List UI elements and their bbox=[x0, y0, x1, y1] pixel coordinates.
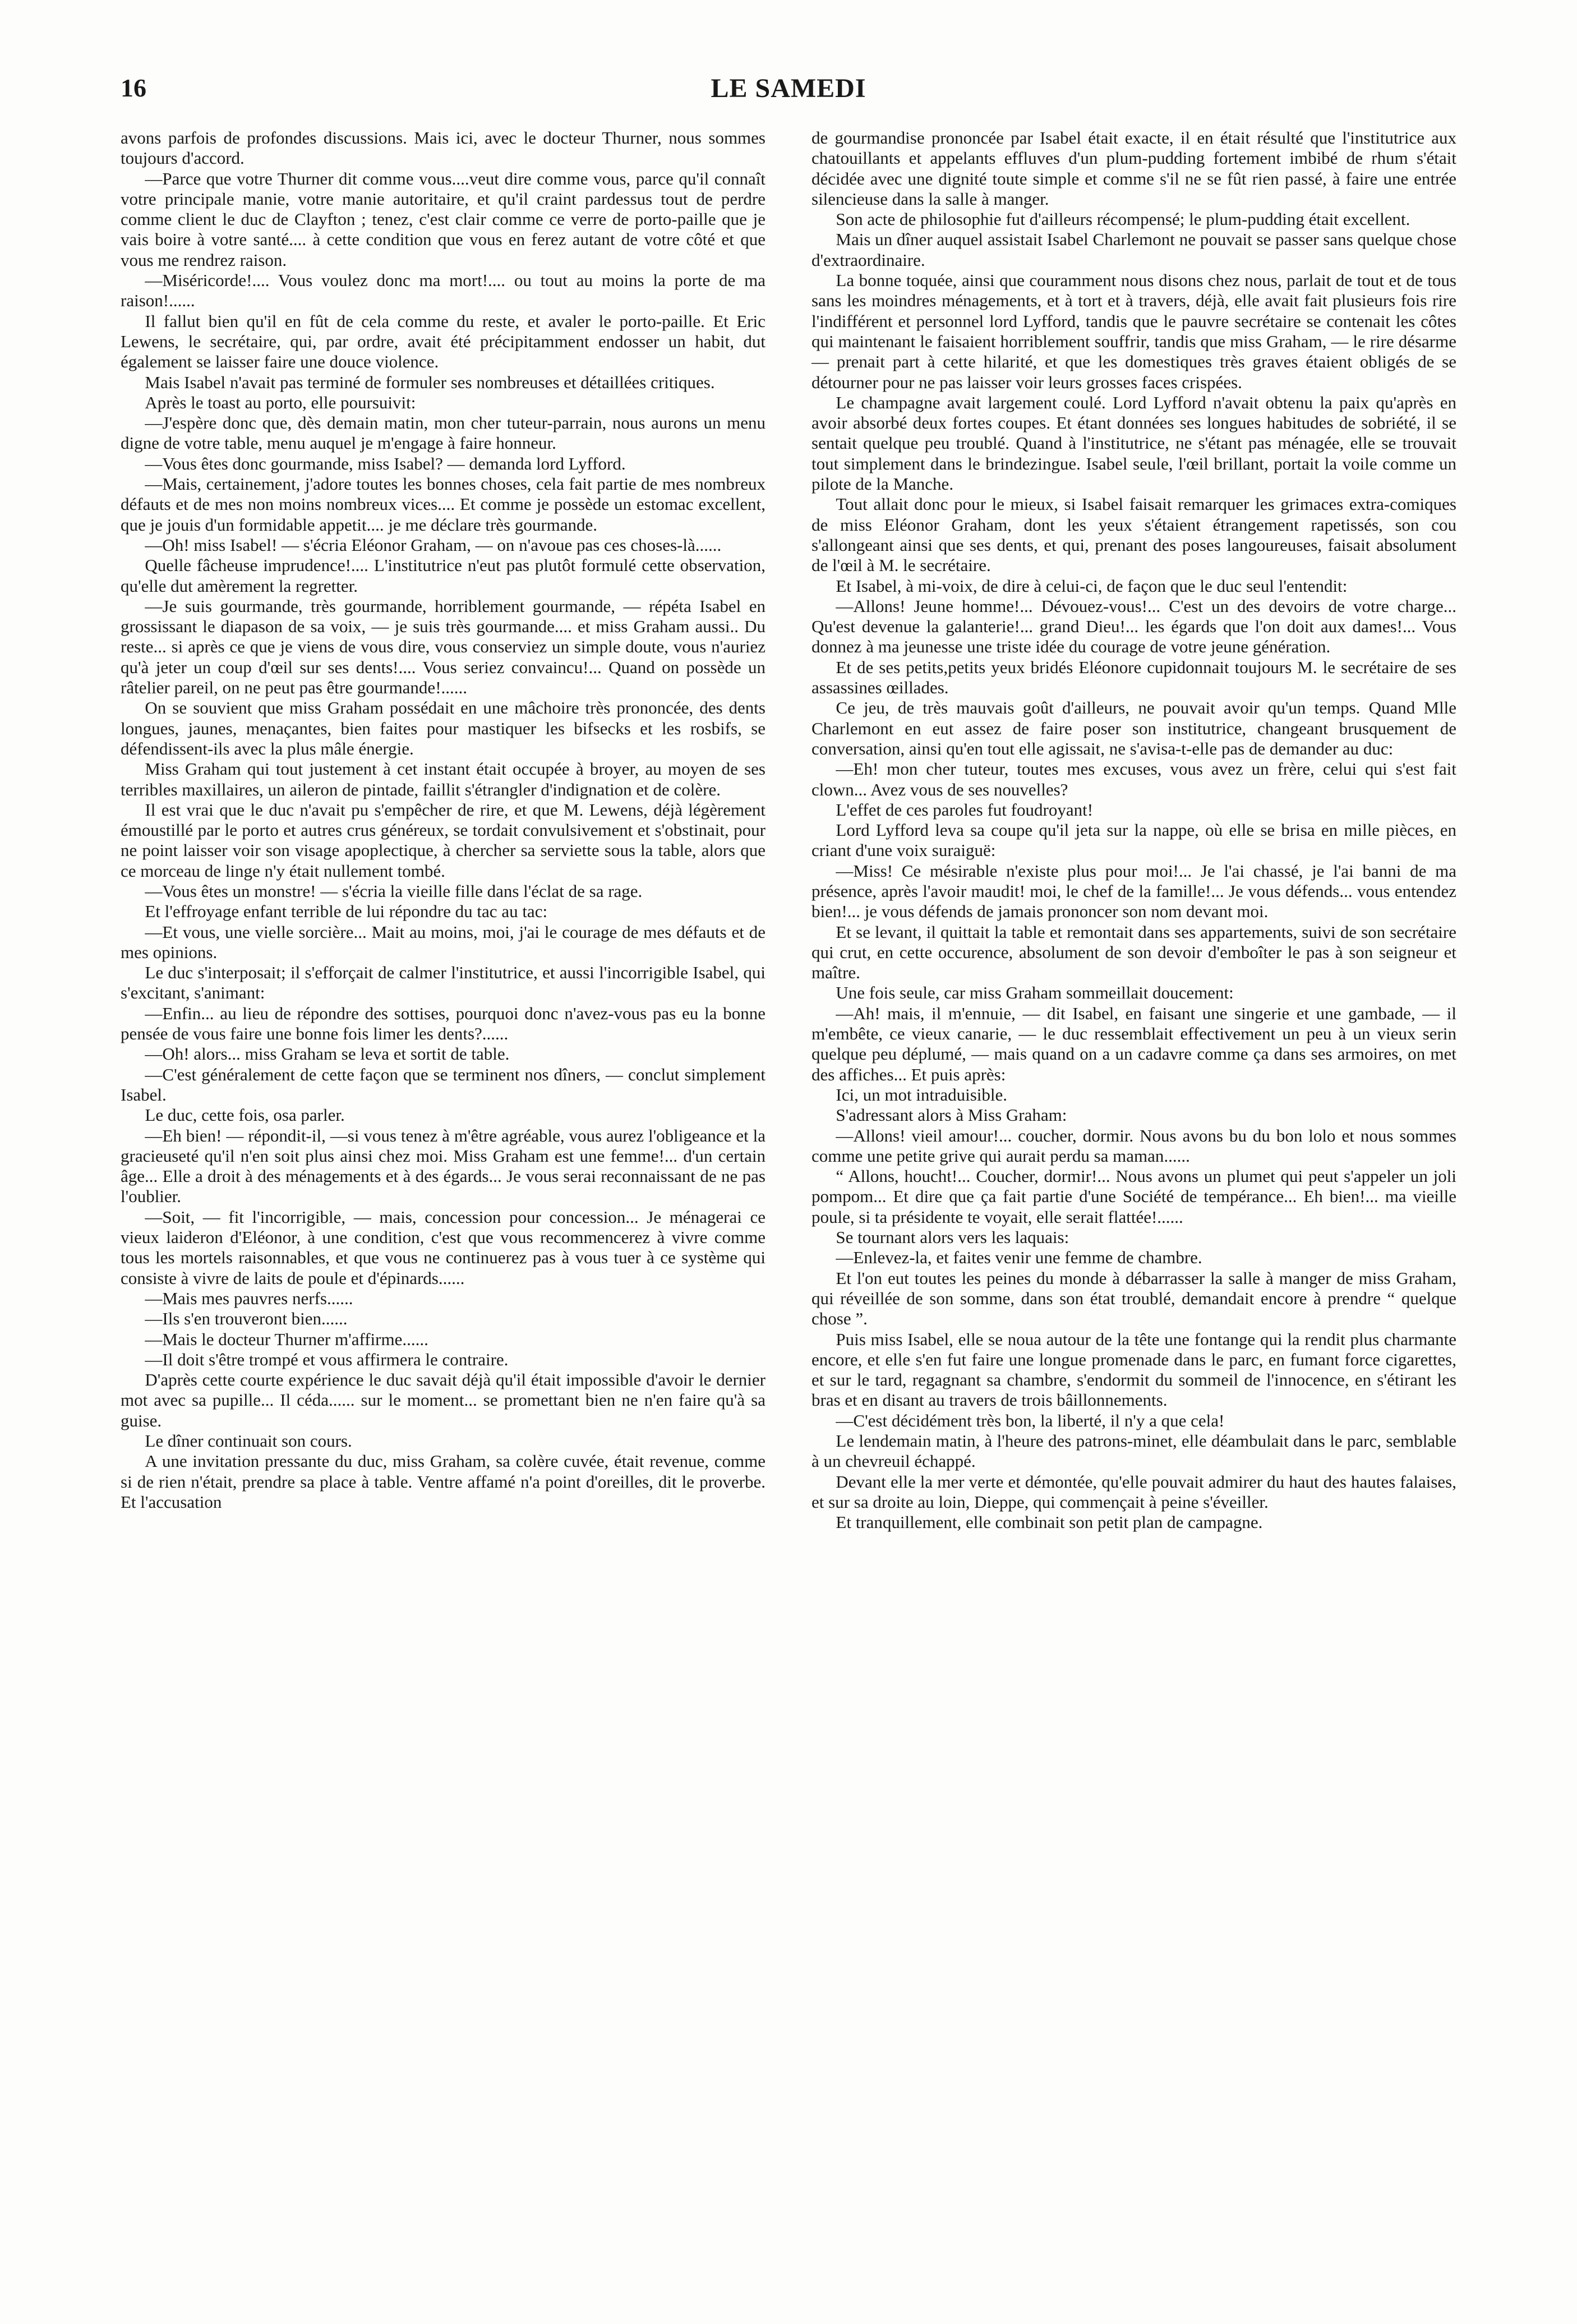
paragraph: Le champagne avait largement coulé. Lord Lyfford n'avait obtenu la paix qu'après en avoir absorbé deux fortes coupes. Et étant données ses longues habitudes de sobriété, il se sentait quelque peu troublé. Quand à l'institutrice, ne s'étant pas ménagée, elle se trouvait tout simplement dans le brindezingue. Isabel seule, l'œil brillant, portait la voile comme un pilote de la Manche. bbox=[811, 392, 1456, 494]
paragraph: —Vous êtes un monstre! — s'écria la vieille fille dans l'éclat de sa rage. bbox=[145, 881, 643, 901]
paragraph: Le duc, cette fois, osa parler. bbox=[145, 1105, 345, 1125]
page-header bbox=[121, 73, 1456, 112]
paragraph: Son acte de philosophie fut d'ailleurs récompensé; le plum-pudding était excellent. bbox=[836, 209, 1410, 229]
paragraph: Et tranquillement, elle combinait son petit plan de campagne. bbox=[836, 1512, 1263, 1533]
paragraph: —Enlevez-la, et faites venir une femme de chambre. bbox=[836, 1248, 1202, 1268]
paragraph: —Oh! alors... miss Graham se leva et sortit de table. bbox=[145, 1044, 510, 1064]
paragraph: Et se levant, il quittait la table et remontait dans ses appartements, suivi de son secrétaire qui crut, en cette occurence, absolument de son devoir d'emboîter le pas à son seigneur et maître. bbox=[811, 922, 1456, 983]
paragraph: A une invitation pressante du duc, miss Graham, sa colère cuvée, était revenue, comme si de rien n'était, prendre sa place à table. Ventre affamé n'a point d'oreilles, dit le proverbe. Et l'accusation bbox=[121, 1451, 766, 1512]
paragraph: —C'est décidément très bon, la liberté, il n'y a que cela! bbox=[836, 1410, 1225, 1430]
paragraph: —J'espère donc que, dès demain matin, mon cher tuteur-parrain, nous aurons un menu digne de votre table, menu auquel je m'engage à faire honneur. bbox=[121, 413, 766, 453]
paragraph: “ Allons, houcht!... Coucher, dormir!... Nous avons un plumet qui peut s'appeler un joli pompom... Et dire que ça fait partie d'une Société de tempérance... Eh bien!... ma vieille poule, si ta présidente te voyait, elle serait flattée!...... bbox=[811, 1166, 1456, 1227]
paragraph: —Mais, certainement, j'adore toutes les bonnes choses, cela fait partie de mes nombreux défauts et de mes non moins nombreux vices.... Et comme je possède un estomac excellent, que je jouis d'un formidable appetit.... je me déclare très gourmande. bbox=[121, 474, 766, 535]
paragraph: —Vous êtes donc gourmande, miss Isabel? — demanda lord Lyfford. bbox=[145, 453, 626, 473]
paragraph: —Mais le docteur Thurner m'affirme...... bbox=[145, 1329, 428, 1349]
paragraph: —Miséricorde!.... Vous voulez donc ma mort!.... ou tout au moins la porte de ma raison!...... bbox=[121, 270, 766, 311]
paragraph: Puis miss Isabel, elle se noua autour de la tête une fontange qui la rendit plus charmante encore, et elle s'en fut faire une longue promenade dans le parc, en fumant force cigarettes, et sur le tard, regagnant sa chambre, s'endormit du sommeil de l'innocence, en s'étirant les bras et en disant au travers de trois bâillonnements. bbox=[811, 1329, 1456, 1410]
paragraph: S'adressant alors à Miss Graham: bbox=[836, 1105, 1067, 1125]
paragraph: —Allons! Jeune homme!... Dévouez-vous!... C'est un des devoirs de votre charge... Qu'est devenue la galanterie!... grand Dieu!... les égards que l'on doit aux dames!... Vous donnez à ma jeunesse une triste idée du courage de votre jeune génération. bbox=[811, 596, 1456, 657]
paragraph: —Eh! mon cher tuteur, toutes mes excuses, vous avez un frère, celui qui s'est fait clown... Avez vous de ses nouvelles? bbox=[811, 759, 1456, 799]
paragraph: Tout allait donc pour le mieux, si Isabel faisait remarquer les grimaces extra-comiques de miss Eléonor Graham, dont les yeux s'étaient étrangement rapetissés, son cou s'allongeant ainsi que ses dents, et qui, prenant des poses langoureuses, faisait absolument de l'œil à M. le secrétaire. bbox=[811, 494, 1456, 576]
paragraph: Il est vrai que le duc n'avait pu s'empêcher de rire, et que M. Lewens, déjà légèrement émoustillé par le porto et autres crus généreux, se tordait convulsivement et s'obstinait, pour ne point laisser voir son visage apoplectique, à chercher sa serviette sous la table, alors que ce morceau de linge n'y était nullement tombé. bbox=[121, 799, 766, 881]
paragraph: Et de ses petits,petits yeux bridés Eléonore cupidonnait toujours M. le secrétaire de ses assassines œillades. bbox=[811, 657, 1456, 698]
paragraph: Et l'effroyage enfant terrible de lui répondre du tac au tac: bbox=[145, 901, 548, 922]
article-body bbox=[121, 128, 1456, 2293]
paragraph: La bonne toquée, ainsi que couramment nous disons chez nous, parlait de tout et de tous sans les moindres ménagements, et à tort et à travers, déjà, elle avait fait plusieurs fois rire l'indifférent et personnel lord Lyfford, tandis que le pauvre secrétaire se contenait les côtes qui maintenant le faisaient horriblement souffrir, tandis que miss Graham, — le rire désarme — prenait part à cette hilarité, et que les domestiques très graves étaient obligés de se détourner pour ne pas laisser voir leurs grosses faces crispées. bbox=[811, 270, 1456, 392]
journal-title: LE SAMEDI bbox=[711, 73, 866, 103]
paragraph: Quelle fâcheuse imprudence!.... L'institutrice n'eut pas plutôt formulé cette observation, qu'elle dut amèrement la regretter. bbox=[121, 555, 766, 596]
paragraph: Devant elle la mer verte et démontée, qu'elle pouvait admirer du haut des hautes falaises, et sur sa droite au loin, Dieppe, qui commençait à peine s'éveiller. bbox=[811, 1471, 1456, 1512]
paragraph: Mais Isabel n'avait pas terminé de formuler ses nombreuses et détaillées critiques. bbox=[145, 372, 715, 392]
paragraph: L'effet de ces paroles fut foudroyant! bbox=[836, 799, 1094, 820]
paragraph: Et l'on eut toutes les peines du monde à débarrasser la salle à manger de miss Graham, qui réveillée de son somme, dans son état troublé, demandait encore à prendre “ quelque chose ”. bbox=[811, 1268, 1456, 1329]
paragraph: avons parfois de profondes discussions. Mais ici, avec le docteur Thurner, nous sommes toujours d'accord. bbox=[121, 128, 766, 168]
paragraph: Ici, un mot intraduisible. bbox=[836, 1084, 1008, 1105]
paragraph: —Miss! Ce mésirable n'existe plus pour moi!... Je l'ai chassé, je l'ai banni de ma présence, après l'avoir maudit! moi, le chef de la famille!... Je vous défends... vous entendez bien!... je vous défends de jamais prononcer son nom devant moi. bbox=[811, 860, 1456, 922]
paragraph: Le duc s'interposait; il s'efforçait de calmer l'institutrice, et aussi l'incorrigible Isabel, qui s'excitant, s'animant: bbox=[121, 963, 766, 1003]
paragraph: de gourmandise prononcée par Isabel était exacte, il en était résulté que l'institutrice aux chatouillants et appelants effluves d'un plum-pudding fortement imbibé de rhum s'était décidée avec une dignité toute simple et comme s'il ne se fût rien passé, à faire une entrée silencieuse dans la salle à manger. bbox=[811, 128, 1456, 209]
paragraph: Et Isabel, à mi-voix, de dire à celui-ci, de façon que le duc seul l'entendit: bbox=[836, 576, 1348, 596]
paragraph: Ce jeu, de très mauvais goût d'ailleurs, ne pouvait avoir qu'un temps. Quand Mlle Charlemont en eut assez de faire poser son institutrice, changeant brusquement de conversation, ainsi qu'en tout elle agissait, ne s'avisa-t-elle pas de demander au duc: bbox=[811, 698, 1456, 758]
paragraph: —Enfin... au lieu de répondre des sottises, pourquoi donc n'avez-vous pas eu la bonne pensée de vous faire une bonne fois limer les dents?...... bbox=[121, 1003, 766, 1044]
paragraph: Après le toast au porto, elle poursuivit: bbox=[145, 392, 416, 412]
paragraph: Se tournant alors vers les laquais: bbox=[836, 1227, 1069, 1248]
paragraph: D'après cette courte expérience le duc savait déjà qu'il était impossible d'avoir le dernier mot avec sa pupille... Il céda...... sur le moment... se promettant bien ne n'en faire qu'à sa guise. bbox=[121, 1370, 766, 1430]
paragraph: —Je suis gourmande, très gourmande, horriblement gourmande, — répéta Isabel en grossissant le diapason de sa voix, — je suis très gourmande.... et miss Graham aussi.. Du reste... si après ce que je viens de vous dire, vous conserviez un simple doute, vous n'auriez qu'à jeter un coup d'œil sur ses dents!.... Vous seriez convaincu!... Quand on possède un râtelier pareil, on ne peut pas être gourmande!...... bbox=[121, 596, 766, 698]
paragraph: Il fallut bien qu'il en fût de cela comme du reste, et avaler le porto-paille. Et Eric Lewens, le secrétaire, qui, par ordre, avait été précipitamment endosser un habit, dut également se laisser faire une douce violence. bbox=[121, 311, 766, 372]
left-column bbox=[121, 128, 766, 2293]
paragraph: On se souvient que miss Graham possédait en une mâchoire très prononcée, des dents longues, jaunes, menaçantes, bien faites pour mastiquer les bifsecks et les rosbifs, se défendissent-ils avec la plus mâle énergie. bbox=[121, 698, 766, 758]
paragraph: —Et vous, une vielle sorcière... Mait au moins, moi, j'ai le courage de mes défauts et de mes opinions. bbox=[121, 922, 766, 962]
paragraph: —Mais mes pauvres nerfs...... bbox=[145, 1288, 353, 1308]
right-column bbox=[811, 128, 1456, 2293]
paragraph: —Ah! mais, il m'ennuie, — dit Isabel, en faisant une singerie et une gambade, — il m'embête, ce vieux canarie, — le duc ressemblait effectivement un peu à un vieux serin quelque peu déplumé, — mais quand on a un cadavre comme ça dans ses armoires, on met des affiches... Et puis après: bbox=[811, 1003, 1456, 1084]
paragraph: —Ils s'en trouveront bien...... bbox=[145, 1309, 348, 1329]
paragraph: Mais un dîner auquel assistait Isabel Charlemont ne pouvait se passer sans quelque chose d'extraordinaire. bbox=[811, 229, 1456, 270]
paragraph: —Eh bien! — répondit-il, —si vous tenez à m'être agréable, vous aurez l'obligeance et la gracieuseté qu'il n'en soit plus ainsi chez moi. Miss Graham est une femme!... d'un certain âge... Elle a droit à des ménagements et à des égards... Je vous serai reconnaissant de ne pas l'oublier. bbox=[121, 1125, 766, 1207]
paragraph: —Oh! miss Isabel! — s'écria Eléonor Graham, — on n'avoue pas ces choses-là...... bbox=[145, 535, 722, 555]
paragraph: —C'est généralement de cette façon que se terminent nos dîners, — conclut simplement Isabel. bbox=[121, 1064, 766, 1105]
paragraph: Le lendemain matin, à l'heure des patrons-minet, elle déambulait dans le parc, semblable à un chevreuil échappé. bbox=[811, 1431, 1456, 1471]
page-number: 16 bbox=[121, 73, 146, 102]
paragraph: Une fois seule, car miss Graham sommeillait doucement: bbox=[836, 983, 1234, 1003]
paragraph: Lord Lyfford leva sa coupe qu'il jeta sur la nappe, où elle se brisa en mille pièces, en criant d'une voix suraiguë: bbox=[811, 820, 1456, 860]
paragraph: —Allons! vieil amour!... coucher, dormir. Nous avons bu du bon lolo et nous sommes comme une petite grive qui aurait perdu sa maman...... bbox=[811, 1125, 1456, 1166]
paragraph: —Soit, — fit l'incorrigible, — mais, concession pour concession... Je ménagerai ce vieux laideron d'Eléonor, à une condition, c'est que vous recommencerez à vivre comme tous les mortels raisonnables, et que vous ne continuerez pas à vous tuer à ce système qui consiste à vivre de laits de poule et d'épinards...... bbox=[121, 1207, 766, 1288]
paragraph: —Parce que votre Thurner dit comme vous....veut dire comme vous, parce qu'il connaît votre principale manie, votre manie autoritaire, et qu'il craint pardessus tout de perdre comme client le duc de Clayfton ; tenez, c'est clair comme ce verre de porto-paille que je vais boire à votre santé.... à cette condition que vous en ferez autant de votre côté et que vous me rendrez raison. bbox=[121, 168, 766, 270]
paragraph: —Il doit s'être trompé et vous affirmera le contraire. bbox=[145, 1349, 509, 1369]
paragraph: Miss Graham qui tout justement à cet instant était occupée à broyer, au moyen de ses terribles maxillaires, un aileron de pintade, faillit s'étrangler d'indignation et de colère. bbox=[121, 759, 766, 799]
paragraph: Le dîner continuait son cours. bbox=[145, 1431, 352, 1451]
